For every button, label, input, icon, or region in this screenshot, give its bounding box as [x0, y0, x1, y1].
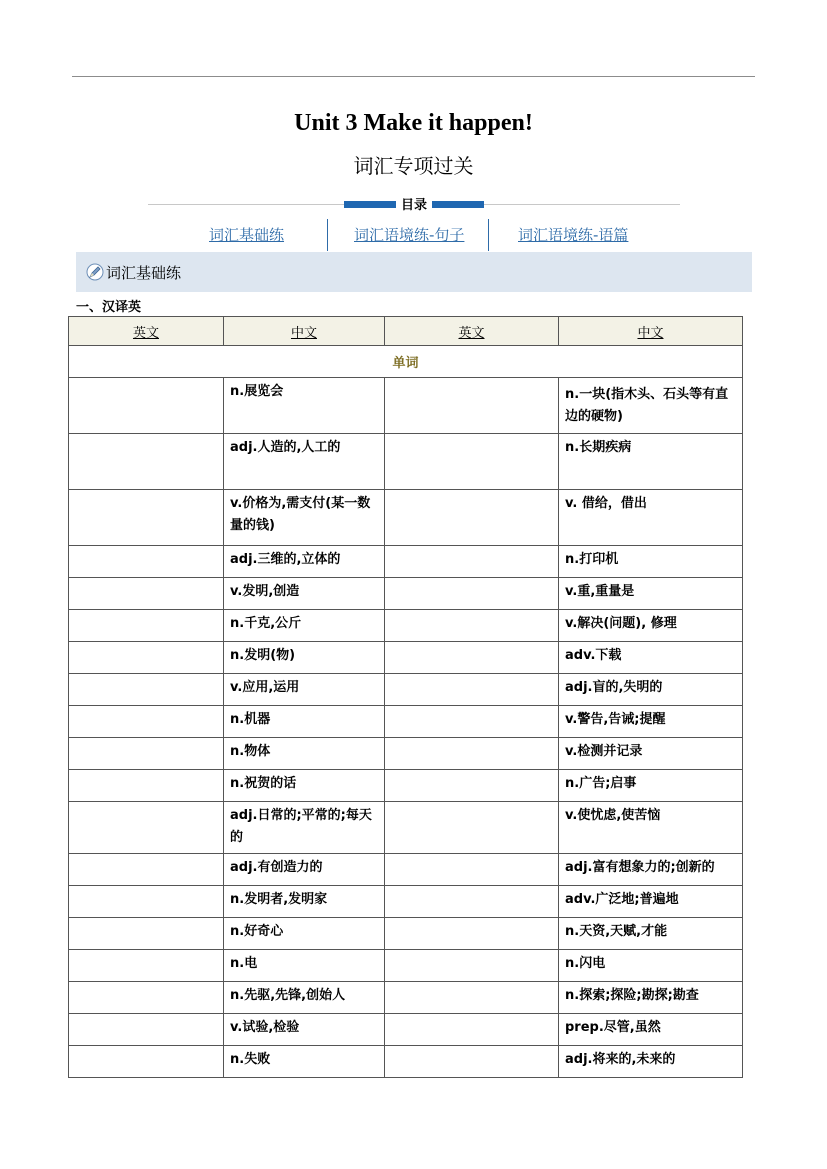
answer-cell-left[interactable] — [69, 802, 224, 854]
definition-text: n.展览会 — [230, 384, 284, 399]
chinese-cell-right — [559, 770, 743, 802]
definition-text: n.探索;探险;勘探;勘查 — [565, 988, 699, 1003]
definition-text: n.机器 — [230, 712, 271, 727]
chinese-cell-right — [559, 610, 743, 642]
chinese-cell-left — [224, 642, 385, 674]
toc-link-basic[interactable]: 词汇基础练 — [209, 226, 285, 244]
answer-text — [69, 982, 223, 989]
answer-text — [69, 674, 223, 681]
table-row — [69, 490, 743, 546]
table-row — [69, 802, 743, 854]
definition-text: n.物体 — [230, 744, 271, 759]
definition-text: v.试验,检验 — [230, 1020, 300, 1035]
definition-text: n.广告;启事 — [565, 776, 637, 791]
answer-cell-right[interactable] — [385, 546, 559, 578]
answer-cell-right[interactable] — [385, 854, 559, 886]
chinese-cell-right — [559, 378, 743, 434]
answer-cell-left[interactable] — [69, 674, 224, 706]
answer-cell-left[interactable] — [69, 434, 224, 490]
definition-text: v.应用,运用 — [230, 680, 300, 695]
definition-text: n.打印机 — [565, 552, 619, 567]
section-title: 词汇基础练 — [106, 264, 182, 282]
chinese-cell-right — [559, 578, 743, 610]
chinese-cell-left — [224, 490, 385, 546]
part-heading: 一、汉译英 — [76, 300, 142, 315]
definition-text: adj.有创造力的 — [230, 860, 323, 875]
chinese-cell-right — [559, 434, 743, 490]
column-header: 中文 — [224, 317, 385, 346]
table-row — [69, 378, 743, 434]
definition-text: n.一块(指木头、石头等有直边的硬物) — [565, 387, 729, 424]
group-label: 单词 — [69, 346, 743, 378]
answer-text — [385, 950, 558, 957]
answer-text — [69, 802, 223, 809]
definition-text: n.先驱,先锋,创始人 — [230, 988, 346, 1003]
chinese-cell-right — [559, 642, 743, 674]
answer-text — [69, 434, 223, 441]
answer-text — [385, 770, 558, 777]
vocabulary-table — [68, 316, 743, 1078]
chinese-cell-right — [559, 918, 743, 950]
definition-text: adj.将来的,未来的 — [565, 1052, 676, 1067]
definition-text: n.发明者,发明家 — [230, 892, 328, 907]
definition-text: adj.富有想象力的;创新的 — [565, 860, 715, 875]
chinese-cell-right — [559, 950, 743, 982]
header-rule — [72, 76, 755, 77]
chinese-cell-left — [224, 918, 385, 950]
answer-text — [69, 950, 223, 957]
definition-text: v. 借给，借出 — [565, 496, 647, 511]
answer-text — [385, 854, 558, 861]
answer-text — [69, 738, 223, 745]
answer-cell-left[interactable] — [69, 738, 224, 770]
chinese-cell-left — [224, 982, 385, 1014]
chinese-cell-right — [559, 1014, 743, 1046]
answer-cell-left[interactable] — [69, 770, 224, 802]
definition-text: adv.下载 — [565, 648, 622, 663]
definition-text: n.闪电 — [565, 956, 606, 971]
chinese-cell-left — [224, 738, 385, 770]
answer-cell-right[interactable] — [385, 950, 559, 982]
chinese-cell-left — [224, 578, 385, 610]
answer-text — [69, 642, 223, 649]
answer-cell-left[interactable] — [69, 854, 224, 886]
chinese-cell-left — [224, 770, 385, 802]
toc-label: 目录 — [396, 194, 432, 213]
document-subtitle: 词汇专项过关 — [353, 154, 474, 178]
answer-text — [69, 1014, 223, 1021]
answer-cell-left[interactable] — [69, 1014, 224, 1046]
toc-bar-left — [344, 201, 400, 208]
table-header-row — [69, 317, 743, 346]
definition-text: n.天资,天赋,才能 — [565, 924, 668, 939]
chinese-cell-right — [559, 1046, 743, 1078]
chinese-cell-right — [559, 802, 743, 854]
table-row — [69, 1046, 743, 1078]
answer-cell-right[interactable] — [385, 802, 559, 854]
pencil-icon — [86, 263, 104, 281]
answer-cell-right[interactable] — [385, 770, 559, 802]
chinese-cell-left — [224, 546, 385, 578]
answer-cell-right[interactable] — [385, 378, 559, 434]
answer-cell-left[interactable] — [69, 610, 224, 642]
answer-text — [69, 770, 223, 777]
answer-cell-right[interactable] — [385, 706, 559, 738]
column-header: 英文 — [69, 317, 224, 346]
chinese-cell-right — [559, 674, 743, 706]
document-title: Unit 3 Make it happen! — [294, 110, 533, 136]
table-row — [69, 950, 743, 982]
chinese-cell-left — [224, 950, 385, 982]
chinese-cell-left — [224, 854, 385, 886]
answer-text — [69, 490, 223, 497]
definition-text: v.警告,告诫;提醒 — [565, 712, 666, 727]
chinese-cell-right — [559, 854, 743, 886]
answer-cell-right[interactable] — [385, 674, 559, 706]
definition-text: adj.盲的,失明的 — [565, 680, 663, 695]
answer-text — [385, 642, 558, 649]
answer-cell-right[interactable] — [385, 434, 559, 490]
answer-text — [385, 738, 558, 745]
definition-text: adj.三维的,立体的 — [230, 552, 341, 567]
toc-link-sentence[interactable]: 词汇语境练-句子 — [354, 226, 465, 244]
table-row — [69, 546, 743, 578]
answer-cell-left[interactable] — [69, 918, 224, 950]
table-row — [69, 770, 743, 802]
answer-cell-left[interactable] — [69, 546, 224, 578]
table-row — [69, 982, 743, 1014]
answer-text — [385, 578, 558, 585]
answer-text — [385, 886, 558, 893]
definition-text: n.祝贺的话 — [230, 776, 297, 791]
definition-text: v.使忧虑,使苦恼 — [565, 808, 661, 823]
chinese-cell-left — [224, 674, 385, 706]
answer-text — [385, 802, 558, 809]
answer-text — [385, 1046, 558, 1053]
chinese-cell-right — [559, 546, 743, 578]
answer-cell-left[interactable] — [69, 490, 224, 546]
chinese-cell-right — [559, 738, 743, 770]
answer-text — [69, 706, 223, 713]
definition-text: n.长期疾病 — [565, 440, 632, 455]
toc-separator — [488, 219, 489, 251]
answer-text — [69, 546, 223, 553]
answer-text — [385, 434, 558, 441]
answer-cell-right[interactable] — [385, 642, 559, 674]
answer-cell-left[interactable] — [69, 578, 224, 610]
answer-text — [385, 546, 558, 553]
column-header: 中文 — [559, 317, 743, 346]
answer-cell-left[interactable] — [69, 1046, 224, 1078]
definition-text: adj.人造的,人工的 — [230, 440, 341, 455]
definition-text: adv.广泛地;普遍地 — [565, 892, 679, 907]
answer-cell-left[interactable] — [69, 642, 224, 674]
answer-text — [69, 854, 223, 861]
definition-text: v.检测并记录 — [565, 744, 643, 759]
group-row — [69, 346, 743, 378]
table-row — [69, 642, 743, 674]
answer-cell-right[interactable] — [385, 738, 559, 770]
chinese-cell-left — [224, 802, 385, 854]
answer-text — [385, 706, 558, 713]
answer-text — [69, 378, 223, 385]
definition-text: n.失败 — [230, 1052, 271, 1067]
definition-text: v.发明,创造 — [230, 584, 300, 599]
table-row — [69, 610, 743, 642]
answer-cell-left[interactable] — [69, 950, 224, 982]
answer-text — [69, 610, 223, 617]
answer-cell-right[interactable] — [385, 610, 559, 642]
answer-cell-right[interactable] — [385, 886, 559, 918]
answer-text — [385, 982, 558, 989]
definition-text: n.发明(物) — [230, 648, 296, 663]
answer-text — [385, 674, 558, 681]
chinese-cell-right — [559, 982, 743, 1014]
answer-text — [69, 578, 223, 585]
answer-cell-left[interactable] — [69, 706, 224, 738]
answer-text — [385, 1014, 558, 1021]
answer-text — [69, 886, 223, 893]
answer-cell-left[interactable] — [69, 378, 224, 434]
definition-text: v.价格为,需支付(某一数量的钱) — [230, 496, 371, 533]
chinese-cell-left — [224, 434, 385, 490]
chinese-cell-left — [224, 610, 385, 642]
answer-text — [69, 1046, 223, 1053]
chinese-cell-right — [559, 886, 743, 918]
table-row — [69, 1014, 743, 1046]
answer-text — [385, 490, 558, 497]
answer-text — [69, 918, 223, 925]
answer-text — [385, 918, 558, 925]
definition-text: n.千克,公斤 — [230, 616, 302, 631]
toc-bar-right — [428, 201, 484, 208]
table-row — [69, 854, 743, 886]
chinese-cell-left — [224, 706, 385, 738]
table-row — [69, 674, 743, 706]
answer-cell-right[interactable] — [385, 982, 559, 1014]
toc-separator — [327, 219, 328, 251]
definition-text: adj.日常的;平常的;每天的 — [230, 808, 372, 845]
answer-text — [385, 378, 558, 385]
chinese-cell-left — [224, 1014, 385, 1046]
definition-text: prep.尽管,虽然 — [565, 1020, 661, 1035]
answer-cell-right[interactable] — [385, 1046, 559, 1078]
toc-link-passage[interactable]: 词汇语境练-语篇 — [518, 226, 629, 244]
answer-cell-right[interactable] — [385, 1014, 559, 1046]
column-header: 英文 — [385, 317, 559, 346]
table-row — [69, 886, 743, 918]
section-header — [76, 252, 752, 292]
answer-cell-right[interactable] — [385, 578, 559, 610]
answer-cell-left[interactable] — [69, 982, 224, 1014]
table-row — [69, 434, 743, 490]
table-row — [69, 918, 743, 950]
chinese-cell-left — [224, 1046, 385, 1078]
definition-text: v.解决(问题), 修理 — [565, 616, 677, 631]
answer-cell-right[interactable] — [385, 918, 559, 950]
definition-text: n.电 — [230, 956, 258, 971]
definition-text: n.好奇心 — [230, 924, 284, 939]
chinese-cell-left — [224, 886, 385, 918]
chinese-cell-left — [224, 378, 385, 434]
chinese-cell-right — [559, 490, 743, 546]
chinese-cell-right — [559, 706, 743, 738]
answer-cell-left[interactable] — [69, 886, 224, 918]
answer-cell-right[interactable] — [385, 490, 559, 546]
answer-text — [385, 610, 558, 617]
table-row — [69, 738, 743, 770]
table-row — [69, 706, 743, 738]
table-row — [69, 578, 743, 610]
definition-text: v.重,重量是 — [565, 584, 635, 599]
